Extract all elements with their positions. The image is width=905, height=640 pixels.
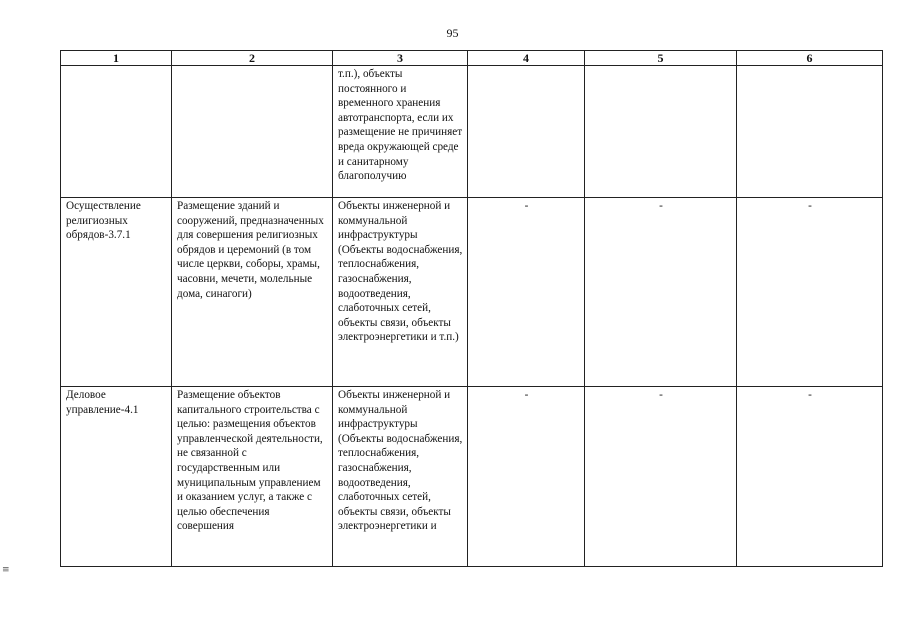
cell-auxiliary-use	[333, 66, 468, 198]
table-row	[61, 66, 883, 198]
cell-text: Размещение объектов капитального строительства с целью: размещения объектов управленческой деятельности, не связанной с государственным или муниципальным управлением и оказанием услуг, а также с целью обеспечения совершения	[177, 389, 323, 533]
cell-auxiliary-use: Объекты инженерной и коммунальной инфраструктуры (Объекты водоснабжения, теплоснабжения, газоснабжения, водоотведения, слаботочных сетей, объекты связи, объекты электроэнергетики и т.п.)	[333, 198, 468, 387]
cell-col-4: -	[468, 198, 585, 387]
header-col-1: 1	[61, 51, 172, 66]
cell-col-6: -	[737, 387, 883, 567]
cell-col-6	[737, 66, 883, 198]
cell-col-4: -	[468, 387, 585, 567]
header-col-5: 5	[585, 51, 737, 66]
scan-edge-mark: ≡	[2, 565, 10, 575]
header-col-4: 4	[468, 51, 585, 66]
cell-land-use-type: Деловое управление-4.1	[61, 387, 172, 567]
cell-description	[172, 66, 333, 198]
cell-description: Размещение зданий и сооружений, предназначенных для совершения религиозных обрядов и церемоний (в том числе церкви, соборы, храмы, часовни, мечети, молельные дома, синагоги)	[172, 198, 333, 387]
table-row	[61, 198, 883, 387]
header-col-3: 3	[333, 51, 468, 66]
cell-text: Объекты инженерной и коммунальной инфраструктуры (Объекты водоснабжения, теплоснабжения, газоснабжения, водоотведения, слаботочных сетей, объекты связи, объекты электроэнергетики и	[338, 389, 463, 533]
page-number: 95	[446, 26, 459, 40]
cell-col-4	[468, 66, 585, 198]
cell-description	[172, 387, 333, 567]
cell-col-5: -	[585, 198, 737, 387]
land-use-table	[60, 50, 883, 567]
cell-text: т.п.), объекты постоянного и временного хранения автотранспорта, если их размещение не причиняет вреда окружающей среде и санитарному благополучию	[338, 68, 463, 183]
cell-col-5: -	[585, 387, 737, 567]
cell-land-use-type	[61, 66, 172, 198]
cell-col-6: -	[737, 198, 883, 387]
header-col-2: 2	[172, 51, 333, 66]
cell-col-5	[585, 66, 737, 198]
cell-land-use-type: Осуществление религиозных обрядов-3.7.1	[61, 198, 172, 387]
cell-auxiliary-use	[333, 387, 468, 567]
table-row	[61, 387, 883, 567]
header-col-6: 6	[737, 51, 883, 66]
table-header-row	[61, 51, 883, 66]
